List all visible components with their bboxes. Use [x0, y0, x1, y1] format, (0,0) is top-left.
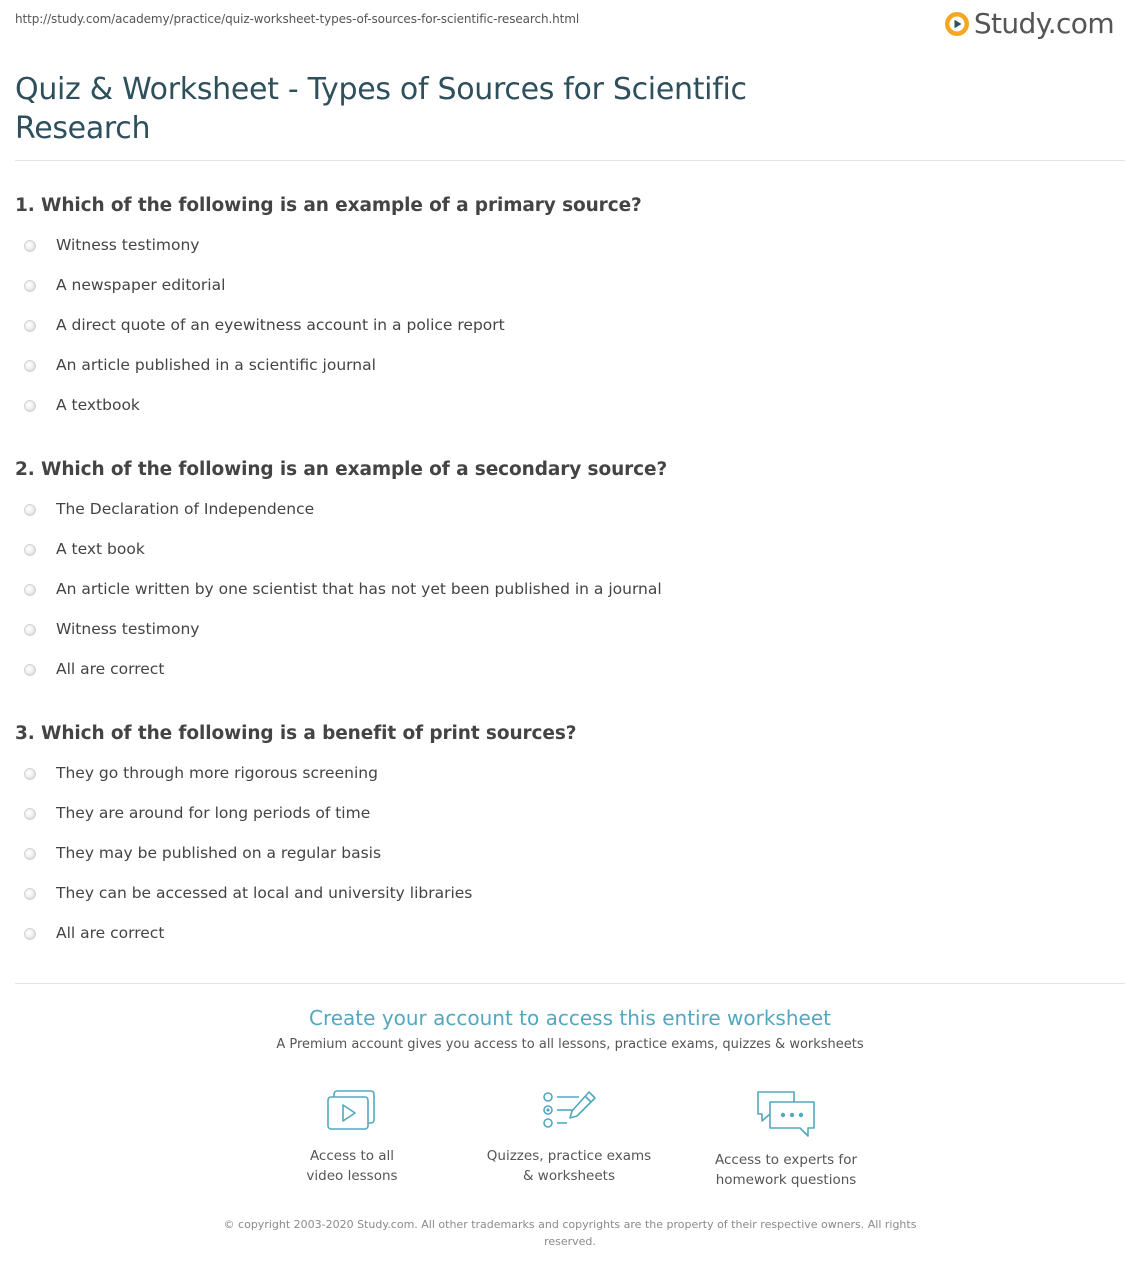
- feature-line: Access to experts for: [714, 1152, 857, 1168]
- radio-button[interactable]: [24, 808, 36, 820]
- answer-list: [15, 762, 1115, 962]
- copyright-text: © copyright 2003-2020 Study.com. All other trademarks and copyrights are the property of their respective owners. All rights reserved.: [223, 1218, 917, 1248]
- feature-experts: [686, 1088, 886, 1190]
- video-lessons-icon: [324, 1088, 380, 1136]
- answer-label: All are correct: [56, 660, 165, 678]
- question-text: 2. Which of the following is an example of a secondary source?: [15, 459, 668, 480]
- answer-option[interactable]: [15, 802, 1115, 842]
- answer-list: [15, 234, 1115, 434]
- answer-option[interactable]: [15, 882, 1115, 922]
- answer-label: They go through more rigorous screening: [56, 764, 378, 782]
- logo-text: Study.com: [973, 7, 1114, 40]
- radio-button[interactable]: [24, 624, 36, 636]
- radio-button[interactable]: [24, 664, 36, 676]
- radio-button[interactable]: [24, 888, 36, 900]
- feature-text: [252, 1146, 452, 1186]
- question-2: [15, 458, 1115, 698]
- answer-label: A direct quote of an eyewitness account in a police report: [56, 316, 505, 334]
- answer-option[interactable]: [15, 618, 1115, 658]
- radio-button[interactable]: [24, 848, 36, 860]
- radio-button[interactable]: [24, 584, 36, 596]
- radio-button[interactable]: [24, 360, 36, 372]
- study-logo[interactable]: [944, 8, 1114, 40]
- feature-text: [686, 1150, 886, 1190]
- answer-option[interactable]: [15, 922, 1115, 962]
- feature-video-lessons: [252, 1088, 452, 1186]
- feature-line: homework questions: [715, 1172, 857, 1188]
- answer-option[interactable]: [15, 578, 1115, 618]
- answer-option[interactable]: [15, 394, 1115, 434]
- page-url: http://study.com/academy/practice/quiz-worksheet-types-of-sources-for-scientific-research.html: [15, 12, 580, 26]
- radio-button[interactable]: [24, 280, 36, 292]
- answer-option[interactable]: [15, 354, 1115, 394]
- feature-line: Quizzes, practice exams: [486, 1148, 652, 1164]
- answer-label: An article written by one scientist that has not yet been published in a journal: [56, 580, 662, 598]
- top-bar: [0, 0, 1140, 50]
- answer-label: They may be published on a regular basis: [56, 844, 382, 862]
- answer-label: A text book: [56, 540, 145, 558]
- answer-label: The Declaration of Independence: [56, 500, 315, 518]
- answer-option[interactable]: [15, 842, 1115, 882]
- answer-label: Witness testimony: [56, 236, 200, 254]
- title-divider: [15, 160, 1125, 161]
- play-logo-icon: [944, 11, 970, 37]
- answer-option[interactable]: [15, 538, 1115, 578]
- feature-text: [469, 1146, 669, 1186]
- feature-line: video lessons: [306, 1168, 398, 1184]
- radio-button[interactable]: [24, 504, 36, 516]
- radio-button[interactable]: [24, 768, 36, 780]
- answer-option[interactable]: [15, 314, 1115, 354]
- promo-divider: [15, 983, 1125, 984]
- answer-label: They can be accessed at local and university libraries: [56, 884, 473, 902]
- answer-option[interactable]: [15, 658, 1115, 698]
- page-title: Quiz & Worksheet - Types of Sources for Scientific Research: [15, 72, 747, 146]
- promo-subtitle: A Premium account gives you access to all lessons, practice exams, quizzes & worksheets: [276, 1037, 864, 1052]
- answer-label: They are around for long periods of time: [56, 804, 371, 822]
- answer-option[interactable]: [15, 234, 1115, 274]
- quiz-checklist-icon: [539, 1088, 599, 1136]
- question-3: [15, 722, 1115, 962]
- question-text: 1. Which of the following is an example of a primary source?: [15, 195, 642, 216]
- radio-button[interactable]: [24, 544, 36, 556]
- answer-option[interactable]: [15, 498, 1115, 538]
- answer-label: A newspaper editorial: [56, 276, 226, 294]
- create-account-link[interactable]: Create your account to access this entire worksheet: [309, 1006, 831, 1030]
- radio-button[interactable]: [24, 240, 36, 252]
- radio-button[interactable]: [24, 928, 36, 940]
- answer-label: Witness testimony: [56, 620, 200, 638]
- chat-bubbles-icon: [754, 1088, 818, 1140]
- radio-button[interactable]: [24, 320, 36, 332]
- answer-option[interactable]: [15, 274, 1115, 314]
- answer-list: [15, 498, 1115, 698]
- answer-label: A textbook: [56, 396, 140, 414]
- question-1: [15, 194, 1115, 434]
- feature-line: Access to all: [309, 1148, 395, 1164]
- question-text: 3. Which of the following is a benefit of print sources?: [15, 723, 577, 744]
- answer-label: All are correct: [56, 924, 165, 942]
- radio-button[interactable]: [24, 400, 36, 412]
- feature-quizzes: [469, 1088, 669, 1186]
- feature-line: & worksheets: [522, 1168, 615, 1184]
- answer-label: An article published in a scientific journal: [56, 356, 376, 374]
- answer-option[interactable]: [15, 762, 1115, 802]
